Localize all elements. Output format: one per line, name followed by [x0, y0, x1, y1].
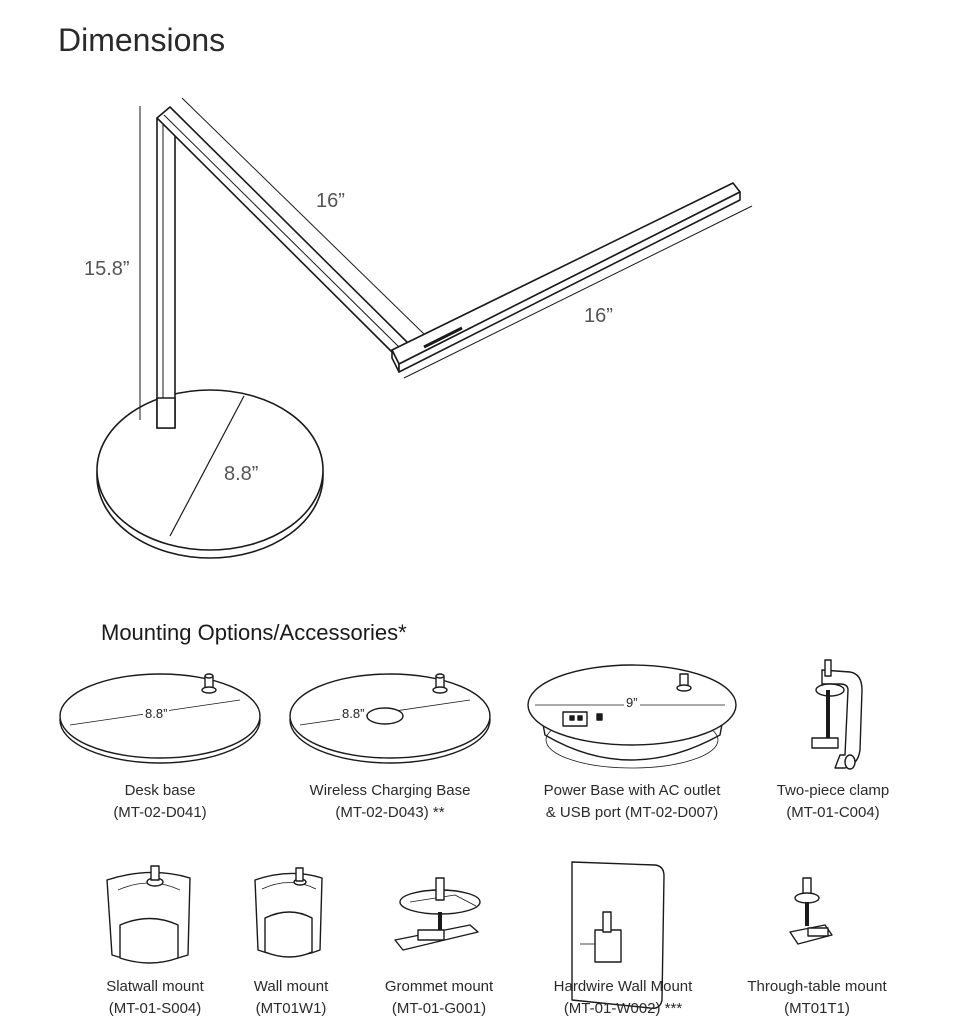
hardwire-caption	[528, 976, 718, 1020]
power-base-code: & USB port (MT-02-D007)	[545, 804, 719, 821]
desk-base-caption	[60, 780, 260, 824]
wireless-base-caption	[290, 780, 490, 824]
grommet-caption	[364, 976, 514, 1020]
desk-base-dim: 8.8”	[145, 706, 168, 721]
wall-mount-code: (MT01W1)	[255, 1000, 327, 1017]
base-dimension-label: 8.8”	[224, 463, 259, 485]
clamp-icon	[812, 660, 862, 769]
wireless-base-name: Wireless Charging Base	[309, 782, 471, 799]
desk-base-code: (MT-02-D041)	[113, 804, 207, 821]
grommet-name: Grommet mount	[384, 978, 494, 995]
wireless-base-code: (MT-02-D043) **	[335, 804, 445, 821]
slatwall-mount-icon	[107, 866, 190, 963]
accessories-heading: Mounting Options/Accessories*	[101, 620, 407, 645]
hardwire-code: (MT-01-W002) ***	[563, 1000, 683, 1017]
through-table-code: (MT01T1)	[784, 1000, 850, 1017]
wall-mount-icon	[255, 868, 322, 957]
wall-mount-name: Wall mount	[253, 978, 329, 995]
slatwall-code: (MT-01-S004)	[108, 1000, 202, 1017]
clamp-code: (MT-01-C004)	[786, 804, 880, 821]
height-dimension-label: 15.8”	[84, 258, 130, 280]
grommet-code: (MT-01-G001)	[391, 1000, 487, 1017]
power-base-dim: 9”	[626, 695, 638, 710]
power-base-name: Power Base with AC outlet	[543, 782, 721, 799]
through-table-caption	[728, 976, 906, 1020]
power-base-caption	[522, 780, 742, 824]
wireless-base-dim: 8.8”	[342, 706, 365, 721]
page-title: Dimensions	[58, 22, 226, 58]
wireless-base-icon	[290, 674, 490, 763]
through-table-mount-icon	[790, 878, 832, 944]
wall-mount-caption	[236, 976, 346, 1020]
slatwall-caption	[80, 976, 230, 1020]
clamp-name: Two-piece clamp	[776, 782, 890, 799]
clamp-caption	[748, 780, 918, 824]
upper-arm-dimension-label: 16”	[316, 190, 345, 212]
hardwire-name: Hardwire Wall Mount	[553, 978, 693, 995]
desk-base-name: Desk base	[124, 782, 196, 799]
power-base-icon	[528, 665, 736, 768]
through-table-name: Through-table mount	[747, 978, 887, 995]
slatwall-name: Slatwall mount	[106, 978, 204, 995]
grommet-mount-icon	[395, 878, 480, 950]
lower-arm-dimension-label: 16”	[584, 305, 613, 327]
